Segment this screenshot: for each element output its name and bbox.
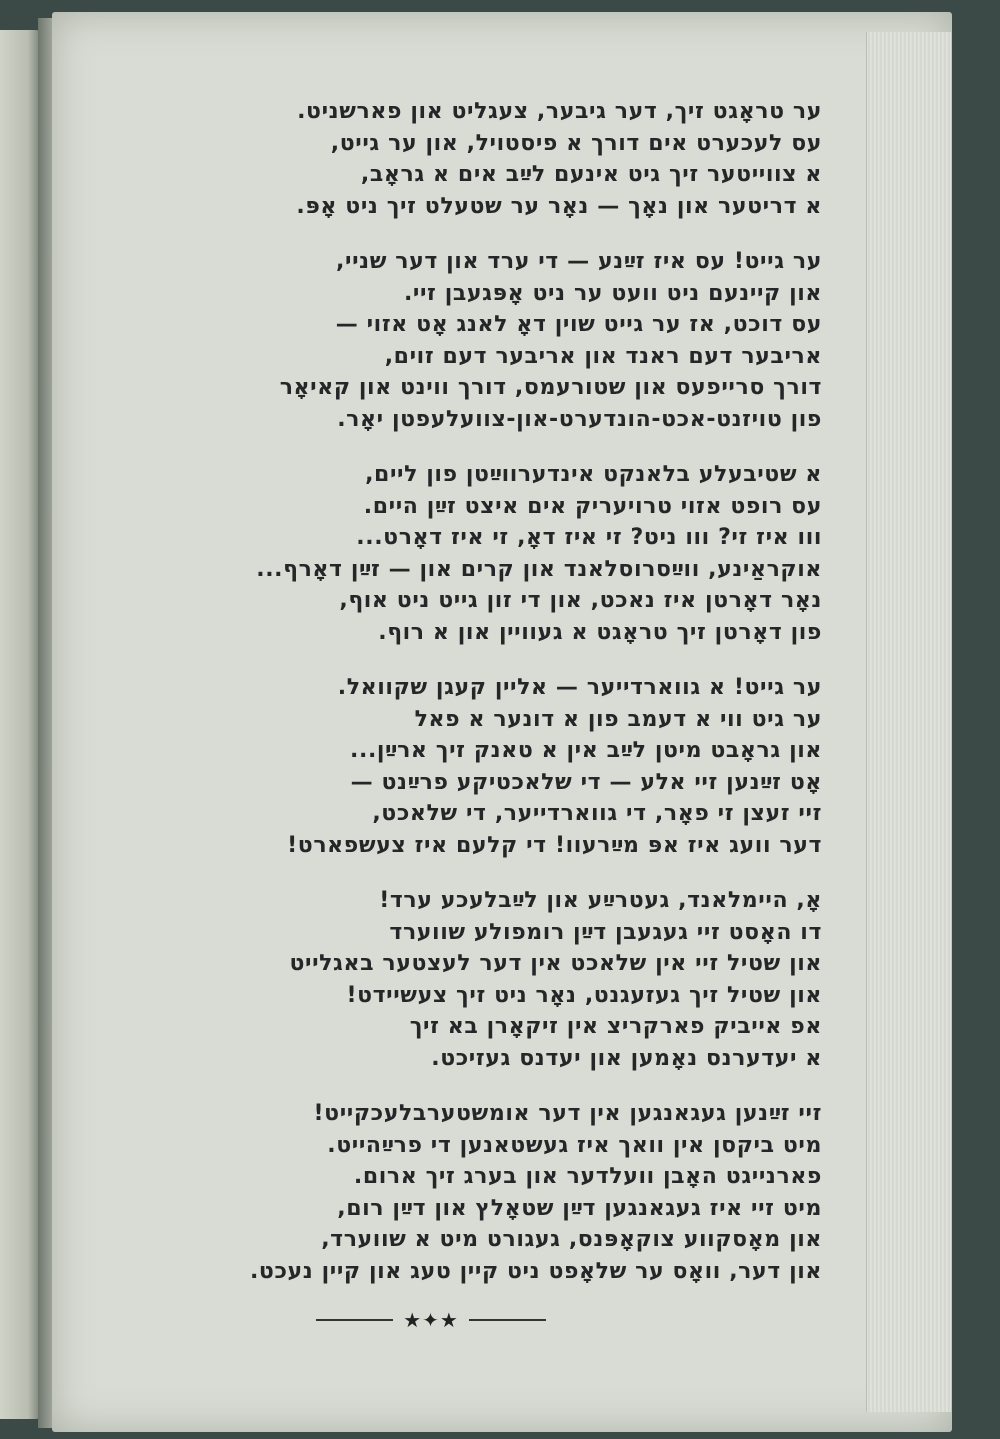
poem-line: דער וועג איז אפּ מײַרעוו! די קלעם איז צעשפארט! — [287, 832, 822, 858]
poem-line: און גראָבט מיטן לײַב אין א טאנק זיך ארײַן... — [350, 738, 822, 763]
poem-line: אפ אייביק פארקריצ אין זיקאָרן בא זיך — [409, 1014, 822, 1039]
poem-line: מיט זיי איז געגאנגען דײַן שטאָלץ און דײַן רום, — [337, 1195, 822, 1221]
poem-line: עס דוכט, אז ער גייט שוין דאָ לאנג אָט אזוי — — [335, 312, 822, 337]
poem-line: א דריטער און נאָך — נאָר ער שטעלט זיך ניט אָפּ. — [296, 193, 822, 219]
poem-line: א צווייטער זיך גיט אינעם לײַב אים א גראָב, — [360, 162, 822, 187]
poem-line: אָ, היימלאנד, געטרײַע און לײַבלעכע ערד! — [379, 888, 822, 913]
poem-line: א יעדערנס נאָמען און יעדנס געזיכט. — [431, 1045, 822, 1071]
poem-line: פארנייגט האָבן וועלדער און בערג זיך ארום. — [353, 1164, 822, 1189]
poem-line: און שטיל זיי אין שלאכט אין דער לעצטער באגלייט — [289, 951, 822, 976]
poem-text — [160, 96, 822, 1311]
stanza-2 — [160, 246, 822, 435]
stars-ornament: ★✦★ — [403, 1308, 459, 1332]
poem-line: ער גייט! עס איז זײַנע — די ערד און דער שניי, — [336, 249, 822, 274]
poem-line: עס רופט אזוי טרויעריק אים איצט זײַן היים. — [363, 493, 822, 519]
poem-line: ער גיט ווי א דעמב פון א דונער א פאל — [414, 706, 822, 732]
poem-line: נאָר דאָרטן איז נאכט, און די זון גייט ניט אוף, — [339, 588, 822, 613]
stanza-4 — [160, 672, 822, 861]
stanza-6 — [160, 1098, 822, 1287]
poem-line: ער טראָגט זיך, דער גיבער, צעגליט און פארשניט. — [297, 99, 822, 124]
poem-line: און שטיל זיך געזעגנט, נאָר ניט זיך צעשיידט! — [346, 982, 822, 1008]
poem-line: עס לעכערט אים דורך א פיסטויל, און ער גייט, — [330, 130, 822, 156]
poem-line: און מאָסקווע צוקאָפּנס, געגורט מיט א שווערד, — [321, 1227, 822, 1252]
stanza-3 — [160, 459, 822, 648]
section-ornament — [316, 1300, 546, 1340]
poem-line: מיט ביקסן אין וואך איז געשטאנען די פרײַהייט. — [327, 1132, 822, 1158]
ornament-rule-left — [316, 1319, 393, 1321]
poem-line: אריבער דעם ראנד און אריבער דעם זוים, — [384, 343, 822, 369]
poem-line: אוקראַינע, ווײַסרוסלאנד און קרים און — זײַן דאָרף... — [256, 556, 822, 582]
poem-line: א שטיבעלע בלאנקט אינדערווײַטן פון ליים, — [365, 462, 822, 487]
poem-line: און קיינעם ניט וועט ער ניט אָפּגעבן זיי. — [403, 280, 822, 306]
poem-line: פון דאָרטן זיך טראָגט א געוויין און א רוף. — [378, 619, 822, 645]
poem-line: און דער, וואָס ער שלאָפט ניט קיין טעג און קיין נעכט. — [249, 1258, 822, 1284]
stanza-5 — [160, 885, 822, 1074]
ornament-rule-right — [469, 1319, 546, 1321]
page-block-edge — [866, 32, 951, 1412]
left-page-edge — [0, 30, 40, 1419]
poem-line: דורך סרייפעס און שטורעמס, דורך ווינט און קאיאָר — [279, 375, 822, 400]
stanza-1 — [160, 96, 822, 222]
poem-line: ווו איז זי? ווו ניט? זי איז דאָ, זי איז דאָרט... — [356, 525, 822, 550]
poem-line: פון טויזנט-אכט-הונדערט-און-צוועלעפטן יאָר. — [337, 406, 822, 432]
poem-line: ער גייט! א גווארדייער — אליין קעגן שקוואל. — [337, 675, 822, 700]
poem-line: זיי זײַנען געגאנגען אין דער אומשטערבלעכקייט! — [313, 1101, 822, 1126]
poem-line: זיי זעצן זי פאָר, די גווארדייער, די שלאכט, — [372, 801, 822, 826]
poem-line: דו האָסט זיי געגעבן דײַן רומפולע שווערד — [389, 919, 822, 945]
poem-line: אָט זײַנען זיי אלע — די שלאכטיקע פרײַנט — — [350, 769, 822, 795]
